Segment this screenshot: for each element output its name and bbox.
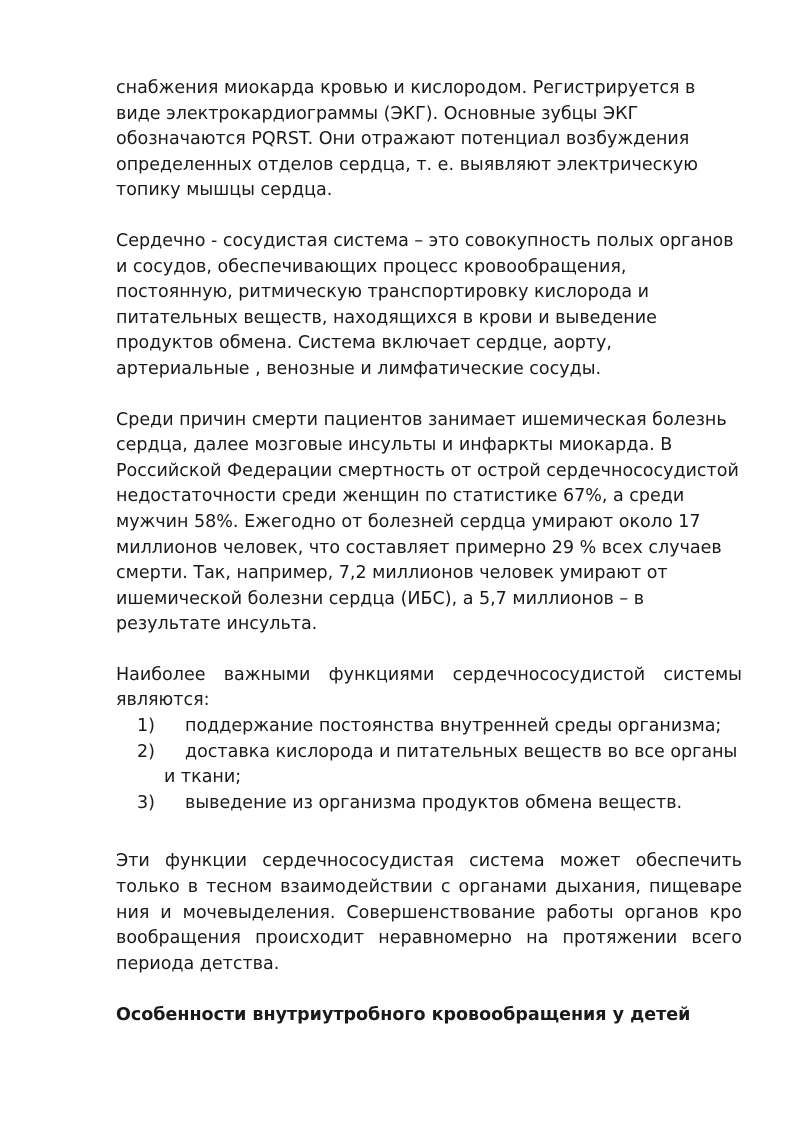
list-item-number: 2) xyxy=(137,741,155,762)
list-item-text: поддержание постоянства внутренней среды организма; xyxy=(185,716,722,737)
paragraph-functions-intro: Наиболее важными функциями сердечнососудистой системы являются: xyxy=(116,664,742,711)
list-item-number: 3) xyxy=(137,792,155,813)
paragraph-cardiovascular-definition: Сердечно - сосудистая система – это совокупность полых органов и сосудов, обеспечивающих процесс кровообращения, постоянную, ритмическую транспортировку кислорода и питательных веществ, находящихся в крови и выведение продуктов обмена. Система включает сердце, аорту, артериальные , венозные и лимфатические сосуды. xyxy=(116,230,734,379)
list-item-text: доставка кислорода и питательных веществ во все органы и ткани; xyxy=(164,741,738,788)
paragraph-ecg: снабжения миокарда кровью и кислородом. Регистрируется в виде электрокардиограммы (ЭКГ). Основные зубцы ЭКГ обозначаются PQRST. Они отражают потенциал возбуждения определенных отделов сердца, т. е. выявляют электрическую топику мышцы сердца. xyxy=(116,78,698,201)
list-item xyxy=(116,791,742,817)
paragraph-mortality-statistics: Среди причин смерти пациентов занимает ишемическая болезнь сердца, далее мозговые инсульты и инфаркты миокарда. В Российской Федерации смертность от острой сердечнососудистой недостаточности среди женщин по статистике 67%, а среди мужчин 58%. Ежегодно от болезней сердца умирают около 17 миллионов человек, что составляет примерно 29 % всех случаев смерти. Так, например, 7,2 миллионов человек умирают от ишемической болезни сердца (ИБС), а 5,7 миллионов – в результате инсульта. xyxy=(116,409,739,635)
functions-list xyxy=(116,714,742,816)
paragraph-functions-interaction: Эти функции сердечнососудистая система может обеспечить только в тесном взаимодействии с органами дыхания, пищеваре ния и мочевыделения. Совершенствование работы органов кро вообращения происходит неравномерно на протяжении всего периода детства. xyxy=(116,851,742,974)
list-item xyxy=(116,714,742,740)
list-item xyxy=(116,740,742,791)
list-item-number: 1) xyxy=(137,716,155,737)
list-item-text: выведение из организма продуктов обмена веществ. xyxy=(185,792,683,813)
section-heading: Особенности внутриутробного кровообращения у детей xyxy=(116,1005,691,1026)
